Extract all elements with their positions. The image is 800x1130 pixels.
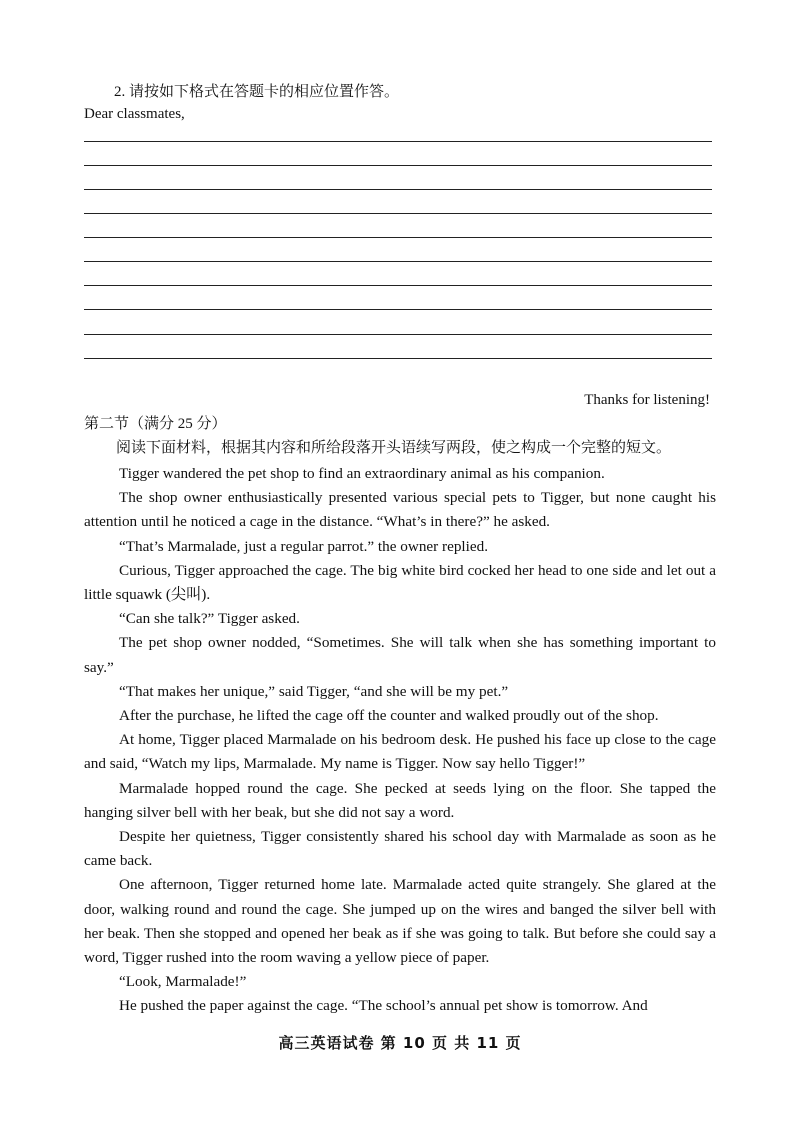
letter-greeting: Dear classmates, (84, 106, 185, 122)
answer-line (84, 285, 712, 286)
section-heading: 第二节（满分 25 分） (84, 416, 227, 432)
letter-closing: Thanks for listening! (584, 392, 710, 408)
answer-line (84, 189, 712, 190)
section-prompt: 阅读下面材料，根据其内容和所给段落开头语续写两段，使之构成一个完整的短文。 (116, 440, 672, 456)
story-paragraph: Marmalade hopped round the cage. She pecked at seeds lying on the floor. She tapped the hanging silver bell with her beak, but she did not say a word. (84, 779, 716, 821)
answer-line (84, 261, 712, 262)
story-paragraph: At home, Tigger placed Marmalade on his bedroom desk. He pushed his face up close to the cage and said, “Watch my lips, Marmalade. My name is Tigger. Now say hello Tigger!” (84, 731, 716, 773)
page-footer: 高三英语试卷 第 10 页 共 11 页 (278, 1034, 522, 1052)
story-paragraph: “That makes her unique,” said Tigger, “and she will be my pet.” (119, 682, 509, 700)
story-paragraph: “Can she talk?” Tigger asked. (119, 610, 300, 628)
writing-instruction: 2. 请按如下格式在答题卡的相应位置作答。 (114, 84, 400, 100)
story-paragraph: The pet shop owner nodded, “Sometimes. She will talk when she has something important to say.” (84, 634, 716, 676)
answer-line (84, 358, 712, 359)
story-paragraph: The shop owner enthusiastically presented various special pets to Tigger, but none caught his attention until he noticed a cage in the distance. “What’s in there?” he asked. (84, 489, 716, 531)
story-paragraph: “Look, Marmalade!” (119, 973, 247, 991)
answer-line (84, 334, 712, 335)
story-paragraph: Tigger wandered the pet shop to find an extraordinary animal as his companion. (119, 465, 605, 482)
answer-line (84, 165, 712, 166)
answer-line (84, 237, 712, 238)
story-paragraph: He pushed the paper against the cage. “The school’s annual pet show is tomorrow. And (119, 997, 648, 1015)
answer-line (84, 213, 712, 214)
answer-line (84, 309, 712, 310)
story-paragraph: After the purchase, he lifted the cage off the counter and walked proudly out of the shop. (119, 707, 659, 725)
story-paragraph: Curious, Tigger approached the cage. The big white bird cocked her head to one side and let out a little squawk (尖叫). (84, 561, 716, 604)
story-passage (84, 462, 716, 1019)
answer-line (84, 141, 712, 142)
story-paragraph: Despite her quietness, Tigger consistently shared his school day with Marmalade as soon as he came back. (84, 828, 716, 870)
story-paragraph: One afternoon, Tigger returned home late. Marmalade acted quite strangely. She glared at the door, walking round and round the cage. She jumped up on the wires and banged the silver bell with her beak. Then she stopped and opened her beak as if she was going to talk. But before she could say a word, Tigger rushed into the room waving a yellow piece of paper. (84, 876, 716, 967)
story-paragraph: “That’s Marmalade, just a regular parrot.” the owner replied. (119, 537, 488, 555)
